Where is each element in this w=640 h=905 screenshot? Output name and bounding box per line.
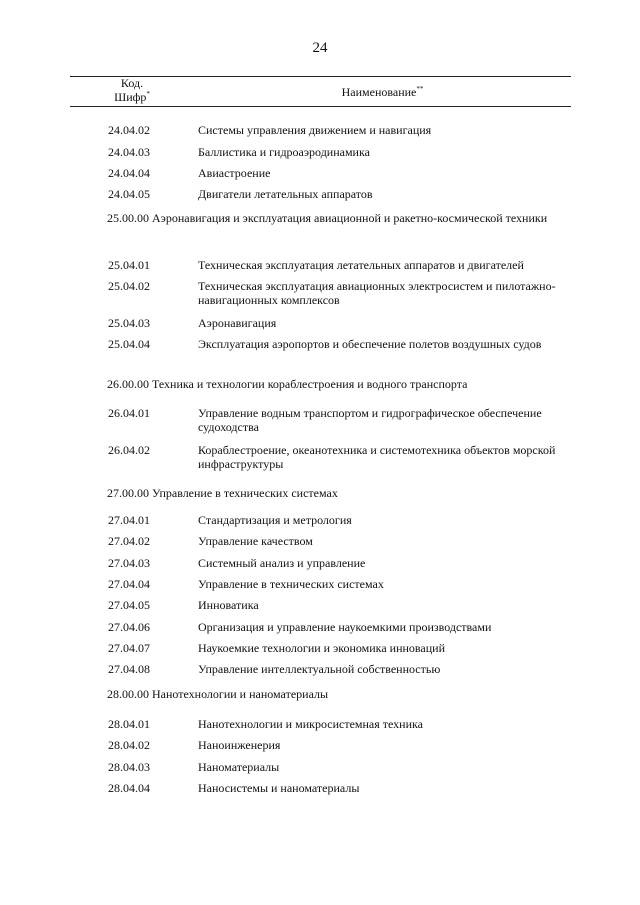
row-code: 25.04.02: [108, 279, 150, 293]
row-name: Эксплуатация аэропортов и обеспечение полетов воздушных судов: [198, 337, 542, 351]
row-name: Кораблестроение, океанотехника и системотехника объектов морской инфраструктуры: [198, 443, 556, 471]
row-name: Системный анализ и управление: [198, 556, 366, 570]
row-code: 27.04.02: [108, 534, 150, 548]
group-heading: 25.00.00 Аэронавигация и эксплуатация авиационной и ракетно-космической техники: [107, 211, 548, 225]
row-name: Стандартизация и метрология: [198, 513, 352, 527]
table-header-rule: [70, 106, 571, 107]
header-cipher-label: Шифр: [114, 90, 147, 104]
row-name: Наукоемкие технологии и экономика инноваций: [198, 641, 446, 655]
row-code: 28.04.04: [108, 781, 150, 795]
row-code: 27.04.06: [108, 620, 150, 634]
row-code: 24.04.03: [108, 145, 150, 159]
row-name: Аэронавигация: [198, 316, 277, 330]
header-code-footnote-mark: *: [146, 90, 150, 98]
group-heading: 27.00.00 Управление в технических системах: [107, 486, 338, 500]
row-code: 26.04.01: [108, 406, 150, 420]
row-code: 24.04.05: [108, 187, 150, 201]
row-code: 24.04.04: [108, 166, 150, 180]
row-name: Управление водным транспортом и гидрографическое обеспечение судоходства: [198, 406, 542, 434]
row-name: Баллистика и гидроаэродинамика: [198, 145, 370, 159]
row-name: Двигатели летательных аппаратов: [198, 187, 373, 201]
row-code: 26.04.02: [108, 443, 150, 457]
row-code: 27.04.03: [108, 556, 150, 570]
row-name: Наноинженерия: [198, 738, 281, 752]
header-name-footnote-mark: **: [416, 85, 424, 93]
row-code: 28.04.03: [108, 760, 150, 774]
row-code: 28.04.02: [108, 738, 150, 752]
row-name: Управление качеством: [198, 534, 313, 548]
row-name: Наноматериалы: [198, 760, 280, 774]
row-name: Управление в технических системах: [198, 577, 384, 591]
row-code: 24.04.02: [108, 123, 150, 137]
row-name: Техническая эксплуатация летательных аппаратов и двигателей: [198, 258, 524, 272]
header-code-label: Код.: [120, 76, 144, 90]
row-name: Управление интеллектуальной собственностью: [198, 662, 441, 676]
row-name: Авиастроение: [198, 166, 271, 180]
row-code: 25.04.04: [108, 337, 150, 351]
row-name: Наносистемы и наноматериалы: [198, 781, 360, 795]
row-code: 27.04.05: [108, 598, 150, 612]
row-code: 25.04.03: [108, 316, 150, 330]
page-number: 24: [312, 40, 328, 56]
row-code: 27.04.04: [108, 577, 150, 591]
row-code: 25.04.01: [108, 258, 150, 272]
row-name: Организация и управление наукоемкими производствами: [198, 620, 492, 634]
row-code: 27.04.01: [108, 513, 150, 527]
row-name: Нанотехнологии и микросистемная техника: [198, 717, 423, 731]
header-name-label: Наименование: [341, 85, 417, 99]
header-code-cell: [70, 76, 194, 104]
row-name: Техническая эксплуатация авиационных электросистем и пилотажно-навигационных комплексов: [198, 279, 556, 307]
row-name: Системы управления движением и навигация: [198, 123, 432, 137]
header-name-cell: [194, 85, 571, 100]
group-heading: 26.00.00 Техника и технологии кораблестроения и водного транспорта: [107, 377, 468, 391]
row-code: 28.04.01: [108, 717, 150, 731]
row-name: Инноватика: [198, 598, 259, 612]
group-heading: 28.00.00 Нанотехнологии и наноматериалы: [107, 687, 329, 701]
row-code: 27.04.07: [108, 641, 150, 655]
row-code: 27.04.08: [108, 662, 150, 676]
